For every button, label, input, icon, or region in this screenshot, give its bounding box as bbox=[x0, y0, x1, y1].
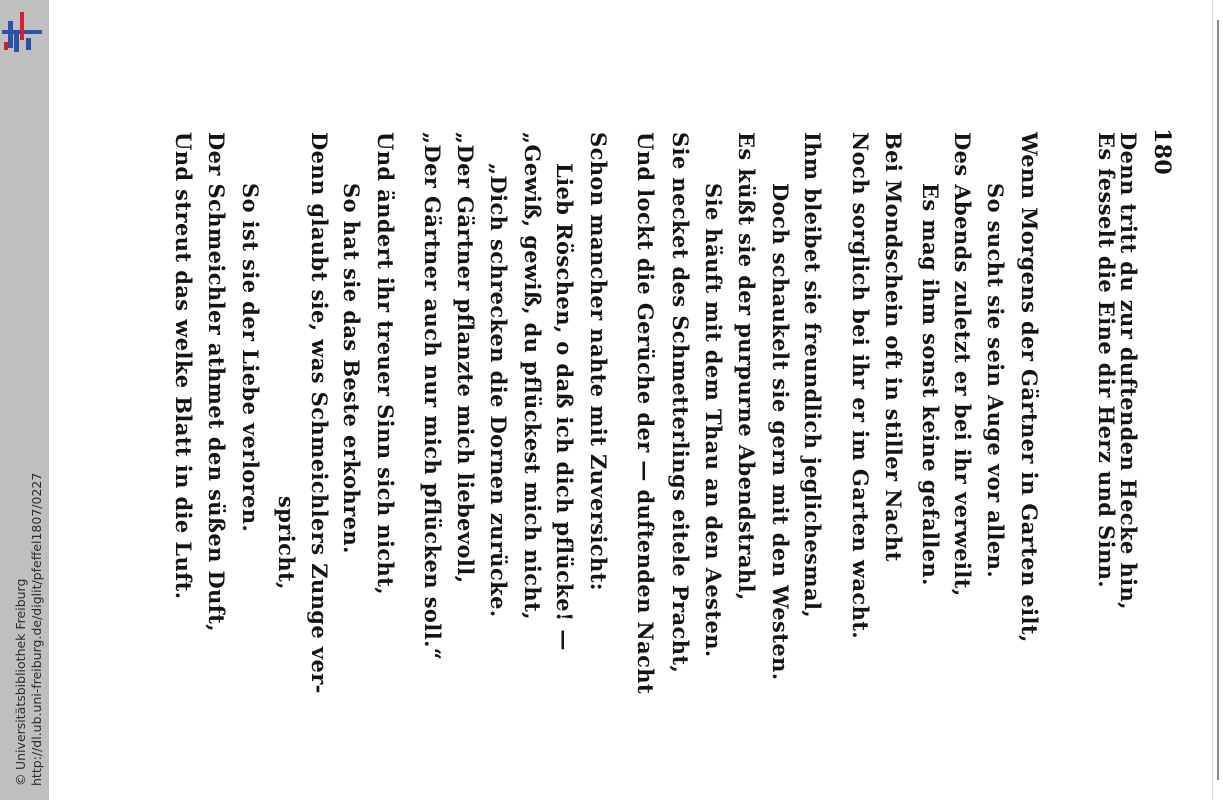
page-edge-rule bbox=[1217, 20, 1219, 780]
credits-rotated bbox=[0, 0, 49, 800]
source-url[interactable]: http://dl.ub.uni-freiburg.de/diglit/pfeffel1807/0227 bbox=[29, 472, 44, 786]
copyright-symbol: © bbox=[13, 773, 28, 786]
page-edge bbox=[1212, 0, 1223, 800]
document-viewer: http://dl.ub.uni-freiburg.de/diglit/pfeffel1807/0227 © Universitätsbibliothek Freiburg 180 Denn tritt du zur duftenden Hecke hin, Es fesselt die Eine dir Herz und Sinn. Wenn Morgens der Gärtner in Garten eilt, So sucht sie sein Auge vor allen. Des Abends zuletzt er bei ihr verweilt, Es mag ihm sonst keine gefallen. Bei Mondschein oft in stiller Nacht Noch sorglich bei ihr er im Garten wacht. Ihm bleibet sie freundlich jeglichesmal, Doch schaukelt sie gern mit den Westen. Es küßt sie der purpurne Abendstrahl, Sie häuft mit dem Thau an den Aesten. Sie necket des Schmetterlings eitele Pracht, Und lockt die Gerüche der — duftenden Nacht Schon mancher nahte mit Zuversicht: Lieb Röschen, o daß ich dich pflücke! — „Gewiß, gewiß, du pflückest mich nicht, „Dich schrecken die Dornen zurücke. „Der Gärtner pflanzte mich liebevoll, „Der Gärtner auch nur mich pflücken soll.“ Und ändert ihr treuer Sinn sich nicht, So hat sie das Beste erkohren. Denn glaubt sie, was Schmeichlers Zunge ver- spricht, So ist sie der Liebe verloren. Der Schmeichler athmet den süßen Duft, Und streut das welke Blatt in die Luft. bbox=[0, 0, 1223, 800]
library-name: Universitätsbibliothek Freiburg bbox=[13, 578, 28, 770]
viewer-sidebar bbox=[0, 0, 49, 800]
